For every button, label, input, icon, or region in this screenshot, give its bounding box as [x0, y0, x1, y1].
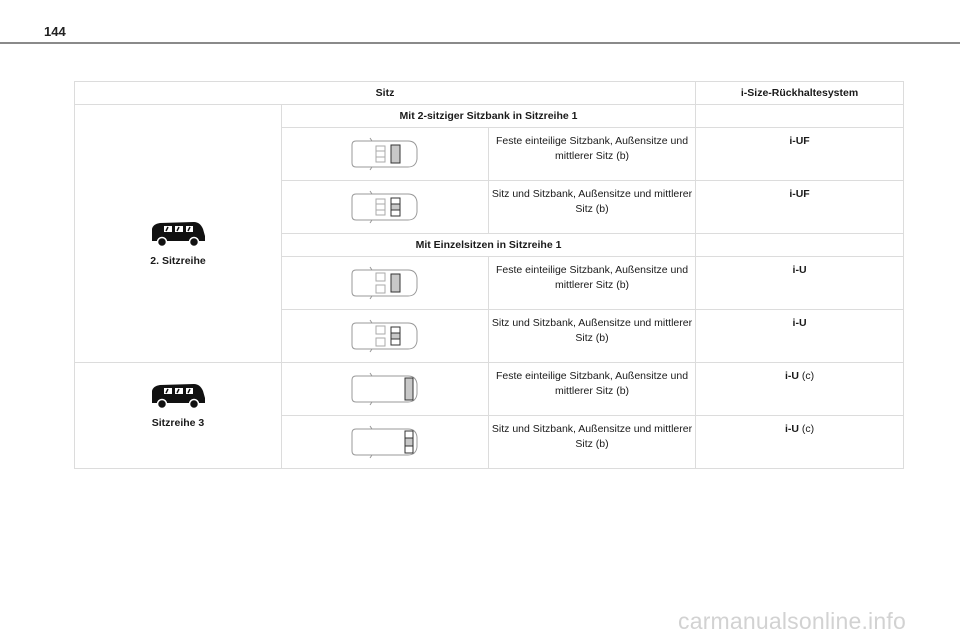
watermark: carmanualsonline.info	[678, 608, 906, 634]
value-code: i-U	[784, 370, 799, 382]
subsection-title: Mit Einzelsitzen in Sitzreihe 1	[282, 234, 696, 257]
value-cell	[696, 416, 904, 469]
description-cell: Sitz und Sitzbank, Außensitze und mittlerer Sitz (b)	[489, 416, 696, 469]
value-cell	[696, 257, 904, 310]
value-code: i-U	[792, 317, 807, 329]
group-cell-row-3	[75, 363, 282, 469]
diagram-cell	[282, 181, 489, 234]
description-cell: Sitz und Sitzbank, Außensitze und mittlerer Sitz (b)	[489, 310, 696, 363]
van-icon	[150, 381, 206, 411]
car-seat-diagram-icon	[350, 266, 420, 300]
seat-table	[74, 81, 904, 469]
subsection-header-row	[75, 105, 904, 128]
diagram-cell	[282, 310, 489, 363]
value-cell	[696, 128, 904, 181]
car-seat-diagram-icon	[350, 137, 420, 171]
page-number: 144	[44, 24, 66, 39]
header-seat: Sitz	[75, 82, 696, 105]
diagram-cell	[282, 363, 489, 416]
value-note: (c)	[801, 423, 815, 435]
van-icon	[150, 219, 206, 249]
diagram-cell	[282, 128, 489, 181]
car-seat-diagram-icon	[350, 319, 420, 353]
car-seat-diagram-icon	[350, 190, 420, 224]
table-row	[75, 363, 904, 416]
value-code: i-UF	[789, 135, 810, 147]
car-seat-diagram-icon	[350, 372, 420, 406]
value-code: i-UF	[789, 188, 810, 200]
description-cell: Sitz und Sitzbank, Außensitze und mittlerer Sitz (b)	[489, 181, 696, 234]
value-code: i-U	[792, 264, 807, 276]
value-note: (c)	[801, 370, 815, 382]
group-label: 2. Sitzreihe	[150, 254, 206, 267]
value-cell	[696, 310, 904, 363]
group-cell-row-2	[75, 105, 282, 363]
table-header-row	[75, 82, 904, 105]
diagram-cell	[282, 416, 489, 469]
car-seat-diagram-icon	[350, 425, 420, 459]
subsection-empty-cell	[696, 105, 904, 128]
subsection-title: Mit 2-sitziger Sitzbank in Sitzreihe 1	[282, 105, 696, 128]
header-rule	[0, 42, 960, 44]
header-system: i-Size-Rückhaltesystem	[696, 82, 904, 105]
value-cell	[696, 363, 904, 416]
diagram-cell	[282, 257, 489, 310]
value-code: i-U	[784, 423, 799, 435]
description-cell: Feste einteilige Sitzbank, Außensitze und mittlerer Sitz (b)	[489, 128, 696, 181]
description-cell: Feste einteilige Sitzbank, Außensitze und mittlerer Sitz (b)	[489, 363, 696, 416]
value-cell	[696, 181, 904, 234]
description-cell: Feste einteilige Sitzbank, Außensitze und mittlerer Sitz (b)	[489, 257, 696, 310]
subsection-empty-cell	[696, 234, 904, 257]
group-label: Sitzreihe 3	[151, 417, 205, 429]
